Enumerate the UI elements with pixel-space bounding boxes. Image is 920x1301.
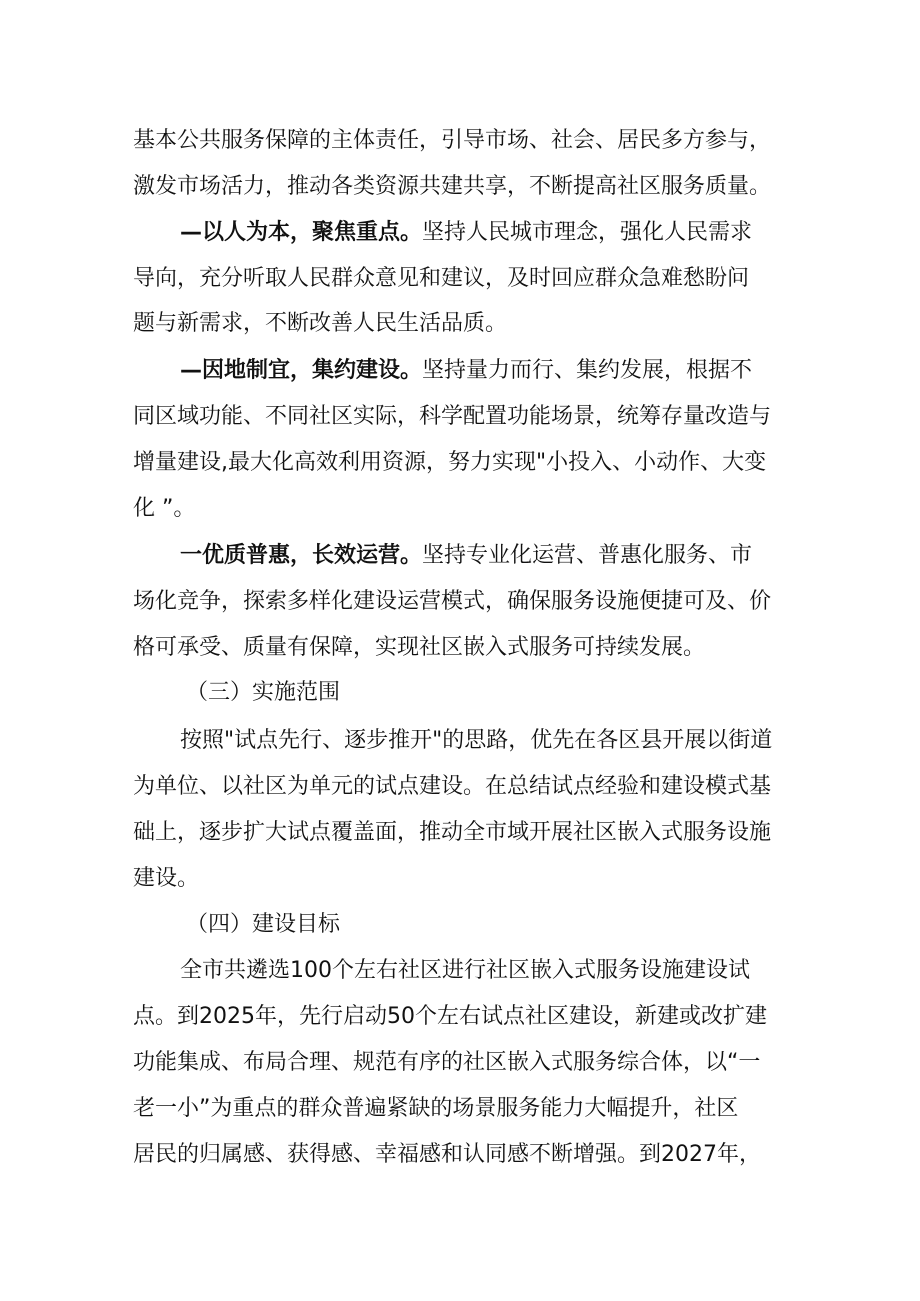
line-text: 格可承受、质量有保障，实现社区嵌入式服务可持续发展。 [133,635,706,660]
line-text: 点。到2025年，先行启动50个左右试点社区建设，新建或改扩建 [133,1004,767,1029]
paragraph-line [133,1048,793,1078]
section-heading [186,910,846,940]
line-text: 基本公共服务保障的主体责任，引导市场、社会、居民多方参与， [133,128,772,153]
paragraph-line [133,126,793,156]
line-text: 居民的归属感、获得感、幸福感和认同感不断增强。到2027年， [133,1142,761,1167]
line-text: 坚持专业化运营、普惠化服务、市 [422,543,753,568]
paragraph-line [133,1140,793,1170]
line-text: 同区域功能、不同社区实际，科学配置功能场景，统筹存量改造与 [133,404,772,429]
line-text: 场化竞争，探索多样化建设运营模式，确保服务设施便捷可及、价 [133,589,772,614]
principle-heading-line [180,218,840,248]
line-text: 础上，逐步扩大试点覆盖面，推动全市域开展社区嵌入式服务设施 [133,820,772,845]
paragraph-line [133,448,793,478]
paragraph-line [133,818,793,848]
paragraph-line [133,1002,793,1032]
line-text: 增量建设,最大化高效利用资源，努力实现"小投入、小动作、大变 [133,450,767,475]
paragraph-line [133,264,793,294]
principle-title: —因地制宜，集约建设。 [180,358,423,383]
paragraph-line [133,309,793,339]
paragraph-line [133,402,793,432]
principle-heading-line [180,541,840,571]
principle-title: —以人为本，聚焦重点。 [180,220,423,245]
line-text: 按照"试点先行、逐步推开"的思路，优先在各区县开展以街道 [180,728,773,753]
paragraph-line [133,587,793,617]
line-text: 为单位、以社区为单元的试点建设。在总结试点经验和建设模式基 [133,774,772,799]
section-title: （四）建设目标 [186,912,341,937]
paragraph-line [180,726,840,756]
line-text: 坚持人民城市理念，强化人民需求 [422,220,753,245]
principle-heading-line [180,356,840,386]
paragraph-line [133,864,793,894]
line-text: 题与新需求，不断改善人民生活品质。 [133,311,508,336]
paragraph-line [133,494,793,524]
line-text: 化 ”。 [133,496,196,521]
paragraph-line [133,772,793,802]
section-heading [186,678,846,708]
line-text: 老一小”为重点的群众普遍紧缺的场景服务能力大幅提升，社区 [133,1096,739,1121]
line-text: 坚持量力而行、集约发展，根据不 [422,358,753,383]
paragraph-line [133,633,793,663]
paragraph-line [133,1094,793,1124]
line-text: 建设。 [133,866,200,891]
paragraph-line [133,172,793,202]
line-text: 导向，充分听取人民群众意见和建议，及时回应群众急难愁盼问 [133,266,750,291]
principle-title: 一优质普惠，长效运营。 [180,543,423,568]
line-text: 全市共遴选100个左右社区进行社区嵌入式服务设施建设试 [180,958,750,983]
line-text: 激发市场活力，推动各类资源共建共享，不断提高社区服务质量。 [133,174,772,199]
line-text: 功能集成、布局合理、规范有序的社区嵌入式服务综合体，以“一 [133,1050,761,1075]
section-title: （三）实施范围 [186,680,341,705]
paragraph-line [180,956,840,986]
